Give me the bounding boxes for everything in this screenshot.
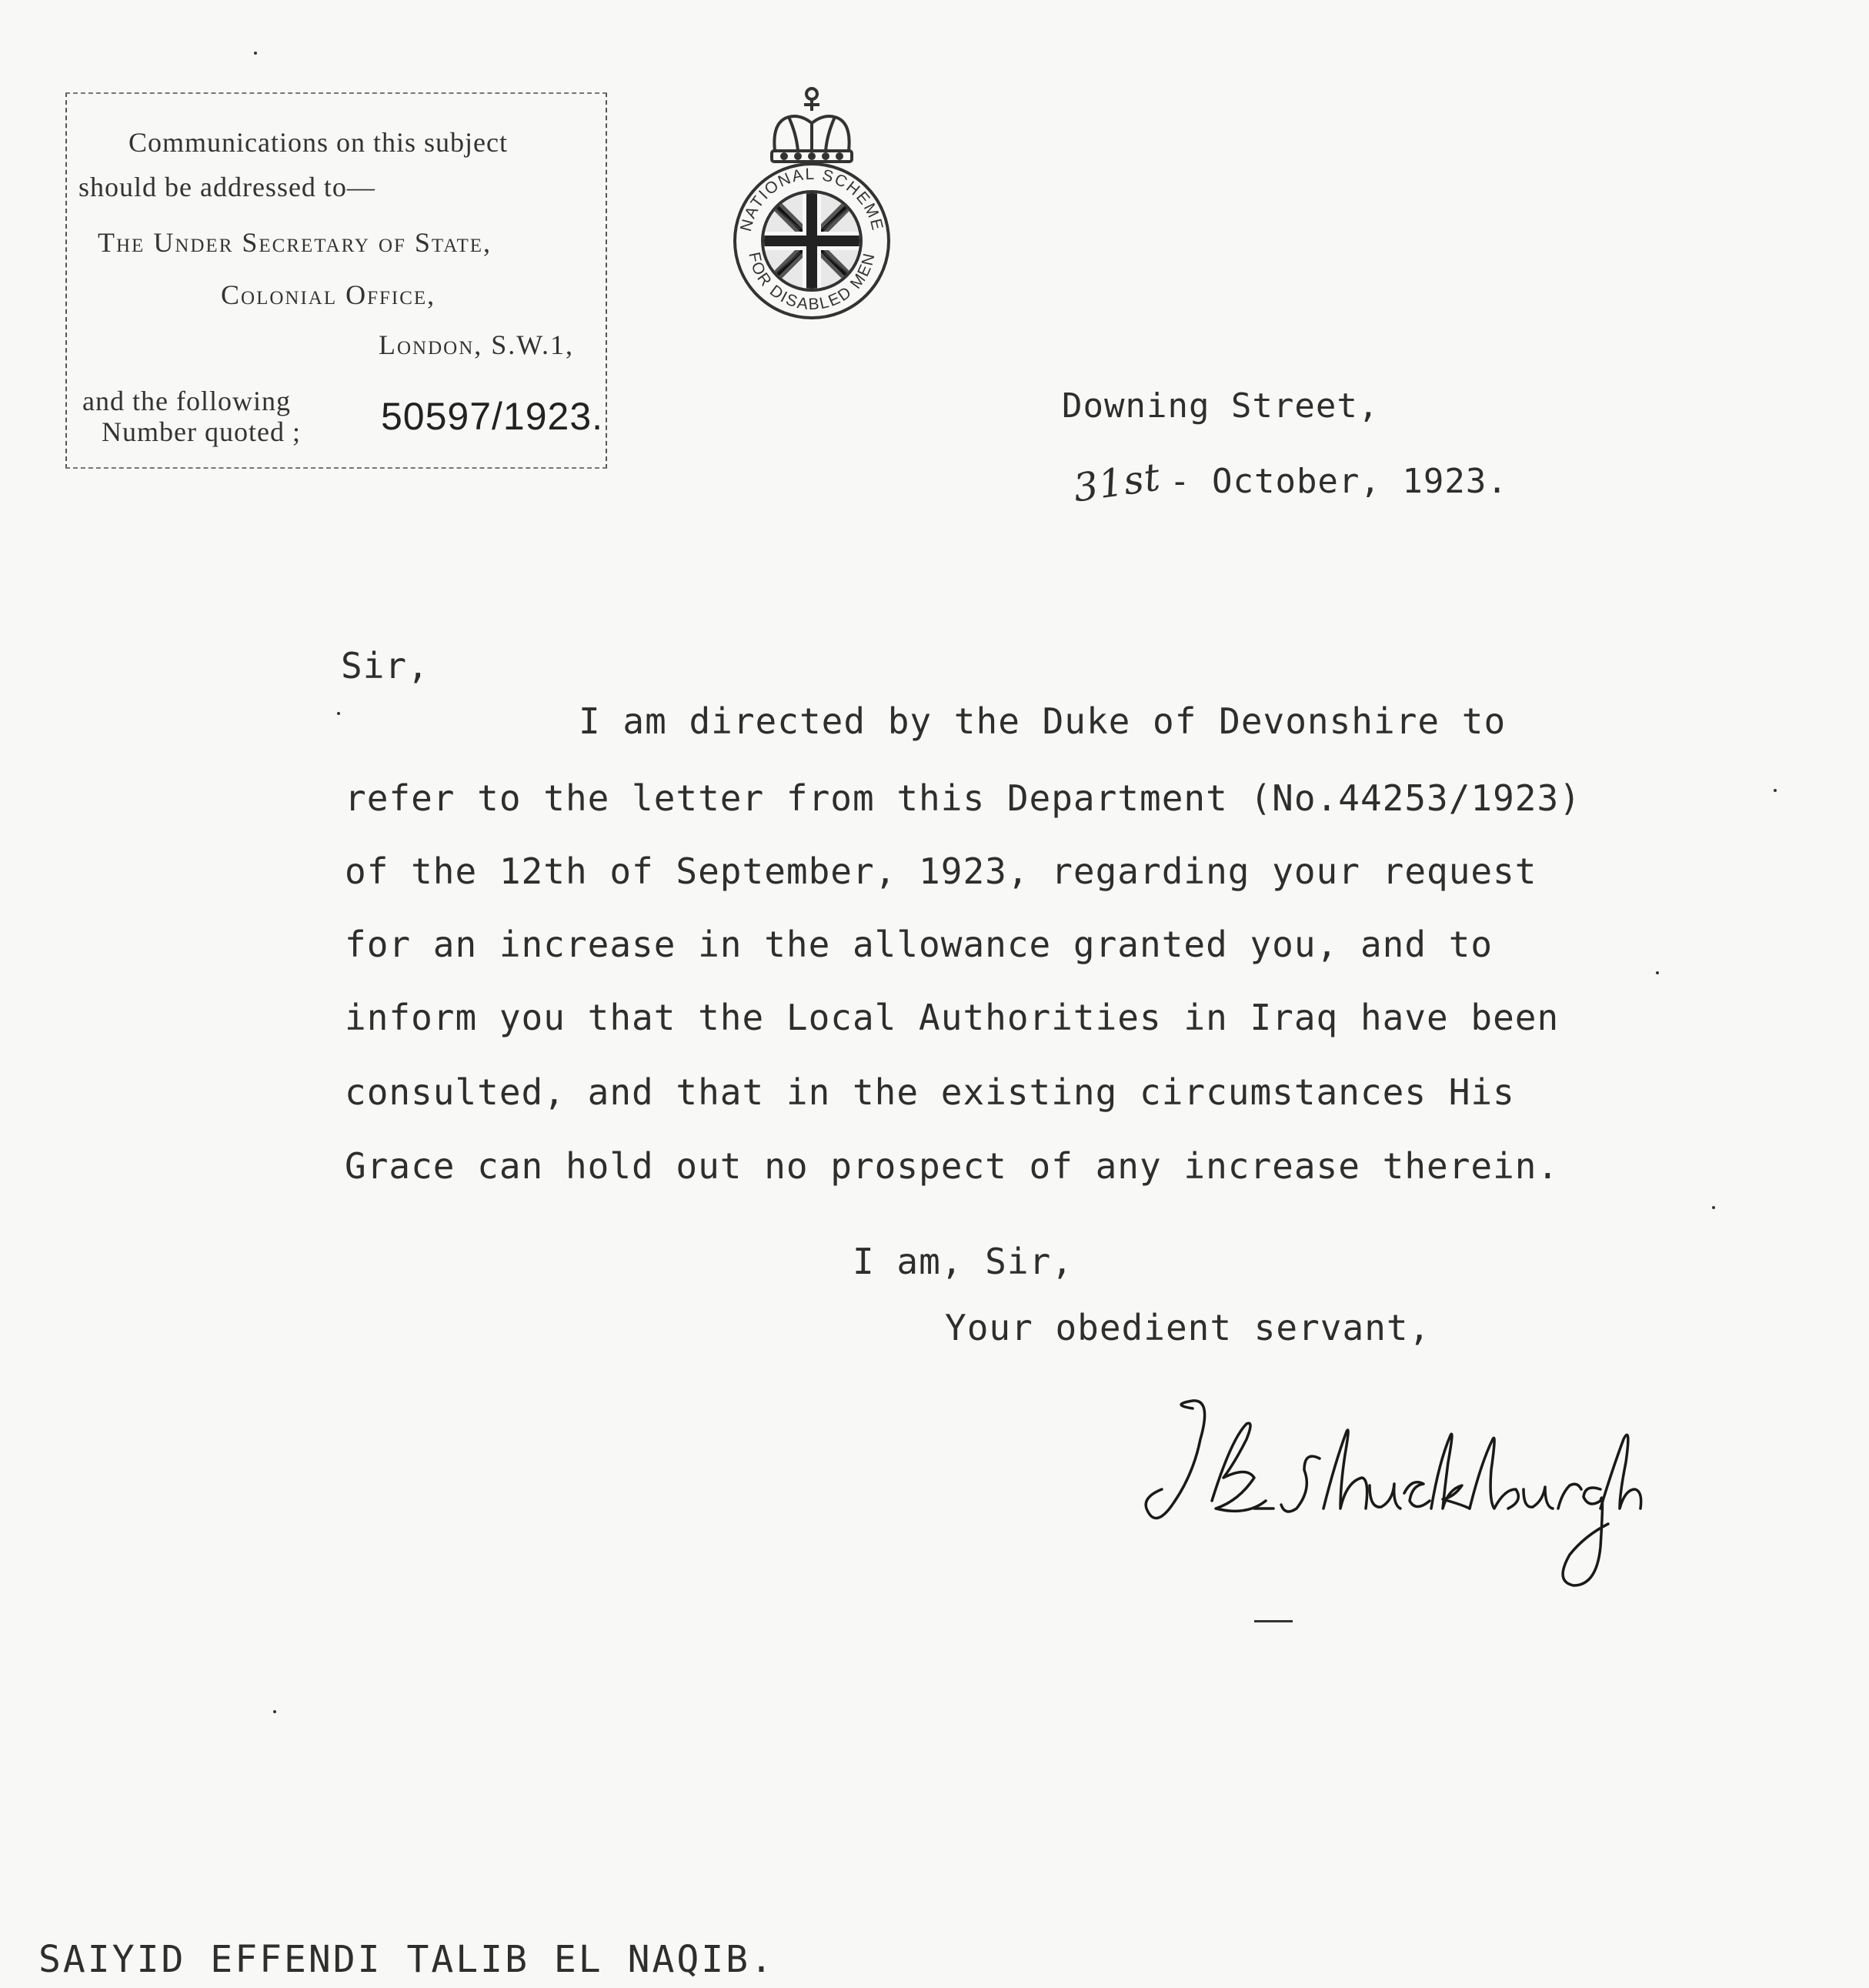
signature-underline-mark: [1254, 1620, 1293, 1622]
date-day-handwritten: 31st: [1070, 454, 1163, 511]
stamp-line-2: should be addressed to—: [78, 172, 375, 202]
stamp-line-3: The Under Secretary of State,: [98, 227, 492, 258]
scan-speck: [337, 712, 340, 715]
date-month-year: - October, 1923.: [1170, 462, 1508, 501]
scan-speck: [1656, 971, 1659, 974]
handwritten-signature: [1139, 1393, 1647, 1593]
crown-icon: [772, 89, 852, 162]
stamp-line-5: London, S.W.1,: [379, 329, 574, 360]
scan-speck: [254, 52, 257, 55]
seal-ring-bottom-text: FOR DISABLED MEN: [745, 250, 879, 314]
stamp-line-4: Colonial Office,: [221, 279, 436, 310]
sender-address: Downing Street,: [1062, 386, 1380, 426]
closing-line-2: Your obedient servant,: [945, 1307, 1431, 1348]
scan-speck: [273, 1710, 276, 1713]
body-line-3: of the 12th of September, 1923, regarding your request: [345, 850, 1537, 892]
body-line-4: for an increase in the allowance granted you, and to: [345, 924, 1494, 965]
scan-speck: [1774, 789, 1777, 792]
body-line-5: inform you that the Local Authorities in Iraq have been: [345, 997, 1560, 1038]
body-line-1: I am directed by the Duke of Devonshire to: [579, 700, 1507, 742]
reference-number: 50597/1923.: [381, 395, 604, 438]
addressee: SAIYID EFFENDI TALIB EL NAQIB.: [38, 1938, 775, 1981]
stamp-line-1: Communications on this subject: [128, 127, 508, 158]
body-line-6: consulted, and that in the existing circumstances His: [345, 1071, 1515, 1113]
seal-ring-top-text: NATIONAL SCHEME: [736, 165, 887, 233]
salutation: Sir,: [341, 645, 429, 687]
stamp-line-6: and the following: [82, 386, 291, 416]
scan-speck: [1712, 1206, 1715, 1209]
closing-line-1: I am, Sir,: [853, 1241, 1073, 1282]
stamp-line-7: Number quoted ;: [102, 416, 301, 447]
national-scheme-seal-icon: [727, 83, 896, 322]
body-line-2: refer to the letter from this Department (No.44253/1923): [345, 777, 1581, 819]
body-line-7: Grace can hold out no prospect of any increase therein.: [345, 1145, 1560, 1187]
